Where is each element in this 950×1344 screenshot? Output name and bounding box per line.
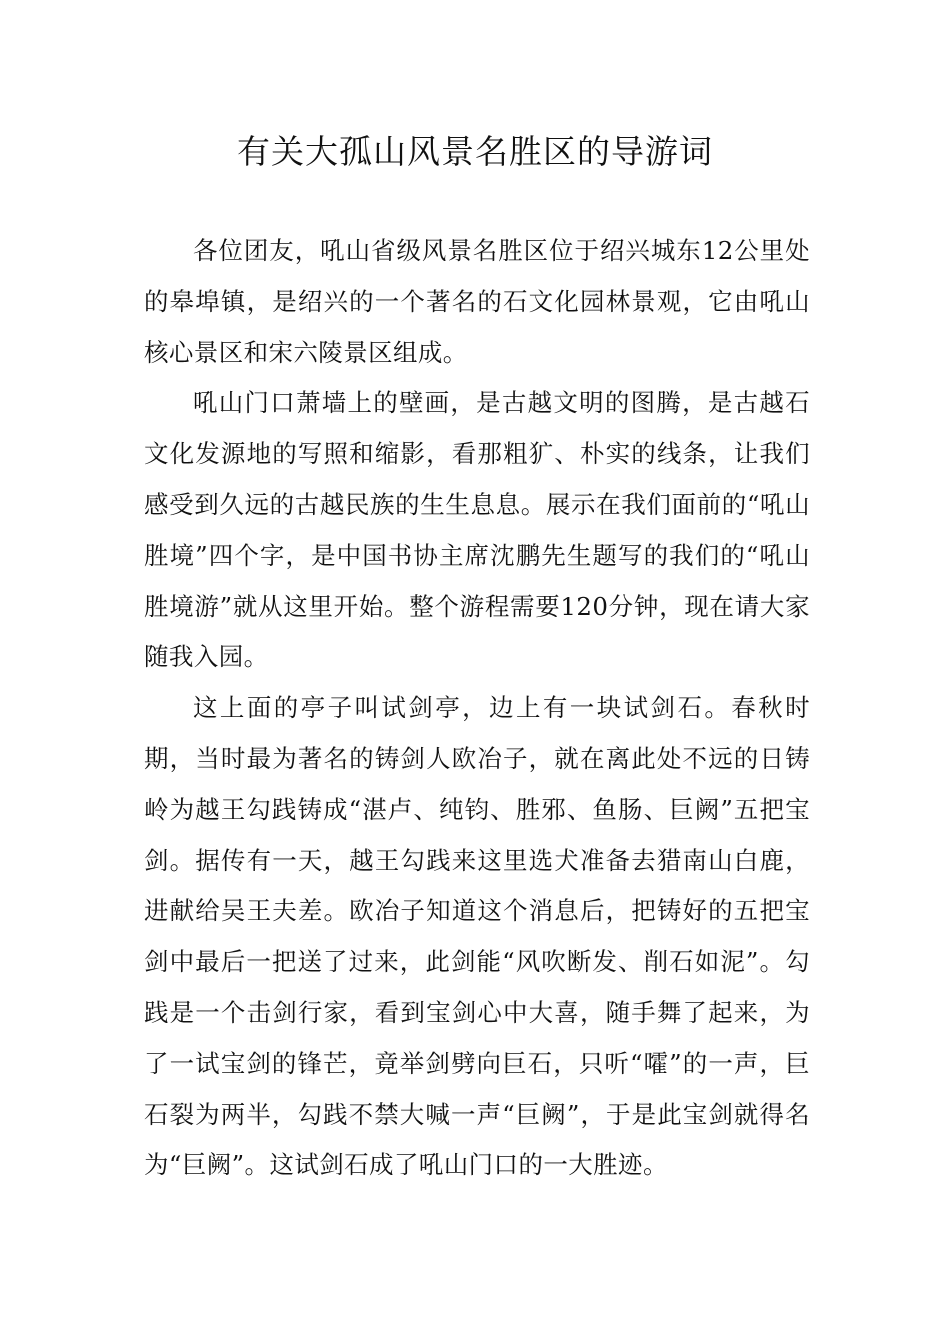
document-title: 有关大孤山风景名胜区的导游词 (237, 132, 713, 171)
paragraph-intro: 各位团友，吼山省级风景名胜区位于绍兴城东12公里处的皋埠镇，是绍兴的一个著名的石文化园林景观，它由吼山核心景区和宋六陵景区组成。 (144, 236, 810, 367)
paragraph-entrance-mural: 吼山门口萧墙上的壁画，是古越文明的图腾，是古越石文化发源地的写照和缩影，看那粗犷、朴实的线条，让我们感受到久远的古越民族的生生息息。展示在我们面前的“吼山胜境”四个字，是中国书协主席沈鹏先生题写的我们的“吼山胜境游”就从这里开始。整个游程需要120分钟，现在请大家随我入园。 (144, 388, 810, 672)
paragraph-sword-testing-stone: 这上面的亭子叫试剑亭，边上有一块试剑石。春秋时期，当时最为著名的铸剑人欧冶子，就在离此处不远的日铸岭为越王勾践铸成“湛卢、纯钧、胜邪、鱼肠、巨阙”五把宝剑。据传有一天，越王勾践来这里选犬准备去猎南山白鹿，进献给吴王夫差。欧冶子知道这个消息后，把铸好的五把宝剑中最后一把送了过来，此剑能“风吹断发、削石如泥”。勾践是一个击剑行家，看到宝剑心中大喜，随手舞了起来，为了一试宝剑的锋芒，竟举剑劈向巨石，只听“嚯”的一声，巨石裂为两半，勾践不禁大喊一声“巨阙”，于是此宝剑就得名为“巨阙”。这试剑石成了吼山门口的一大胜迹。 (144, 693, 810, 1180)
document-body (144, 226, 810, 1191)
